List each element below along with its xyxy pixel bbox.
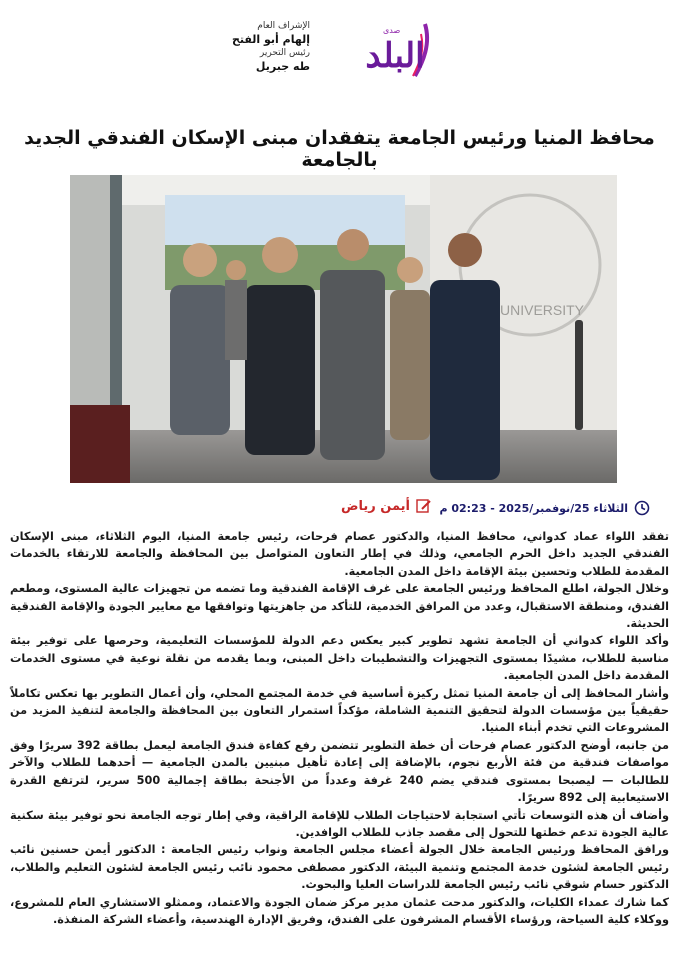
- article-paragraph: وخلال الجولة، اطلع المحافظ ورئيس الجامعة على غرف الإقامة الفندقية وما تضمه من تجهيزات عالية المستوى، ومطعم الفندق، ومنطقة الاستقبال، وعدد من المرافق الخدمية، للتأكد من جاهزيتها وتوافقها مع معايير الجودة والإقامة الفندقية الحديثة.: [10, 582, 669, 631]
- photo-illustration: [70, 175, 617, 483]
- article-photo: [70, 175, 617, 483]
- supervisor-name: إلهام أبو الفتح: [231, 33, 310, 46]
- article-body: [10, 528, 669, 928]
- article-paragraph: كما شارك عمداء الكليات، والدكتور مدحت عثمان مدير مركز ضمان الجودة والاعتماد، وممثلو الاستشاري العام للمشروع، ووكلاء كلية السياحة، ورؤساء الأقسام المشرفون على الفندق، وفريق الإدارة الهندسية، وأعضاء الشركة المنفذة.: [10, 895, 669, 926]
- logo-small-text: صدى: [383, 26, 401, 35]
- article-paragraph: من جانبه، أوضح الدكتور عصام فرحات أن خطة التطوير تتضمن رفع كفاءة فندق الجامعة ليعمل بطاقة 392 سريرًا وفق مواصفات فندقية من فئة الأربع نجوم، بالإضافة إلى إعادة تأهيل مبنيين بالمدن الجامعية — أحدهما للطلاب والآخر للطالبات — ليصبحا بمستوى فندقي يضم 240 غرفة وعدداً من الأجنحة بطاقة إجمالية 500 سرير، لترتفع القدرة الاستيعابية إلى 892 سريرًا.: [10, 738, 670, 805]
- article-author[interactable]: أيمن رياض: [340, 499, 410, 514]
- article-paragraph: وأكد اللواء كدواني أن الجامعة تشهد تطوير كبير يعكس دعم الدولة للمؤسسات التعليمية، وحرصها على توفير بيئة مناسبة للطلاب، مشيدًا بمستوى التجهيزات والتشطيبات داخل المبنى، وبما يقدمه من نقلة نوعية في مستوى الخدمات المقدمة داخل المدن الجامعية.: [10, 634, 669, 683]
- masthead: [0, 14, 679, 104]
- pen-icon: [416, 498, 432, 514]
- article-paragraph: ورافق المحافظ ورئيس الجامعة خلال الجولة أعضاء مجلس الجامعة ونواب رئيس الجامعة : الدكتور أيمن حسنين نائب رئيس الجامعة لشئون خدمة المجتمع وتنمية البيئة، الدكتور مصطفى محمود نائب رئيس الجامعة لشئون التعليم والطلاب، الدكتور حسام شوقي نائب رئيس الجامعة للدراسات العليا والبحوث.: [10, 843, 669, 892]
- article-meta: [150, 498, 650, 520]
- staff-box: [200, 20, 310, 74]
- editor-name: طه جبريل: [255, 60, 310, 73]
- logo-main-text: البلد: [365, 36, 425, 76]
- article-paragraph: تفقد اللواء عماد كدواني، محافظ المنيا، والدكتور عصام فرحات، رئيس جامعة المنيا، اليوم الثلاثاء، مبنى الإسكان الفندقي الجديد داخل الحرم الجامعي، وذلك في إطار التعاون المتواصل بين المحافظة والجامعة للارتقاء بالخدمات المقدمة للطلاب وتحسين بيئة الإقامة داخل المدن الجامعية.: [10, 530, 669, 578]
- clock-icon: [634, 500, 650, 516]
- article-date: الثلاثاء 25/نوفمبر/2025 - 02:23 م: [439, 502, 628, 515]
- article-paragraph: وأشار المحافظ إلى أن جامعة المنيا تمثل ركيزة أساسية في خدمة المجتمع المحلي، وأن أعمال التطوير بها تعكس تكاملاً حقيقياً بين مؤسسات الدولة لتحقيق التنمية الشاملة، مؤكداً استمرار التعاون بين المحافظة والجامعة لتنفيذ المزيد من المشروعات التي تخدم أبناء المنيا.: [10, 686, 669, 735]
- supervision-label: الإشراف العام: [257, 21, 310, 31]
- site-logo[interactable]: [345, 22, 455, 92]
- article-paragraph: وأضاف أن هذه التوسعات تأتي استجابة لاحتياجات الطلاب للإقامة الراقية، وفي إطار توجه الجامعة نحو توفير بيئة سكنية عالية الجودة تدعم خطتها للتحول إلى مقصد جاذب للطلاب الوافدين.: [10, 808, 669, 839]
- editor-label: رئيس التحرير: [259, 48, 310, 58]
- article-headline: محافظ المنيا ورئيس الجامعة يتفقدان مبنى الإسكان الفندقي الجديد بالجامعة: [24, 126, 655, 171]
- photo-sign-text: UNIVERSITY: [500, 302, 585, 318]
